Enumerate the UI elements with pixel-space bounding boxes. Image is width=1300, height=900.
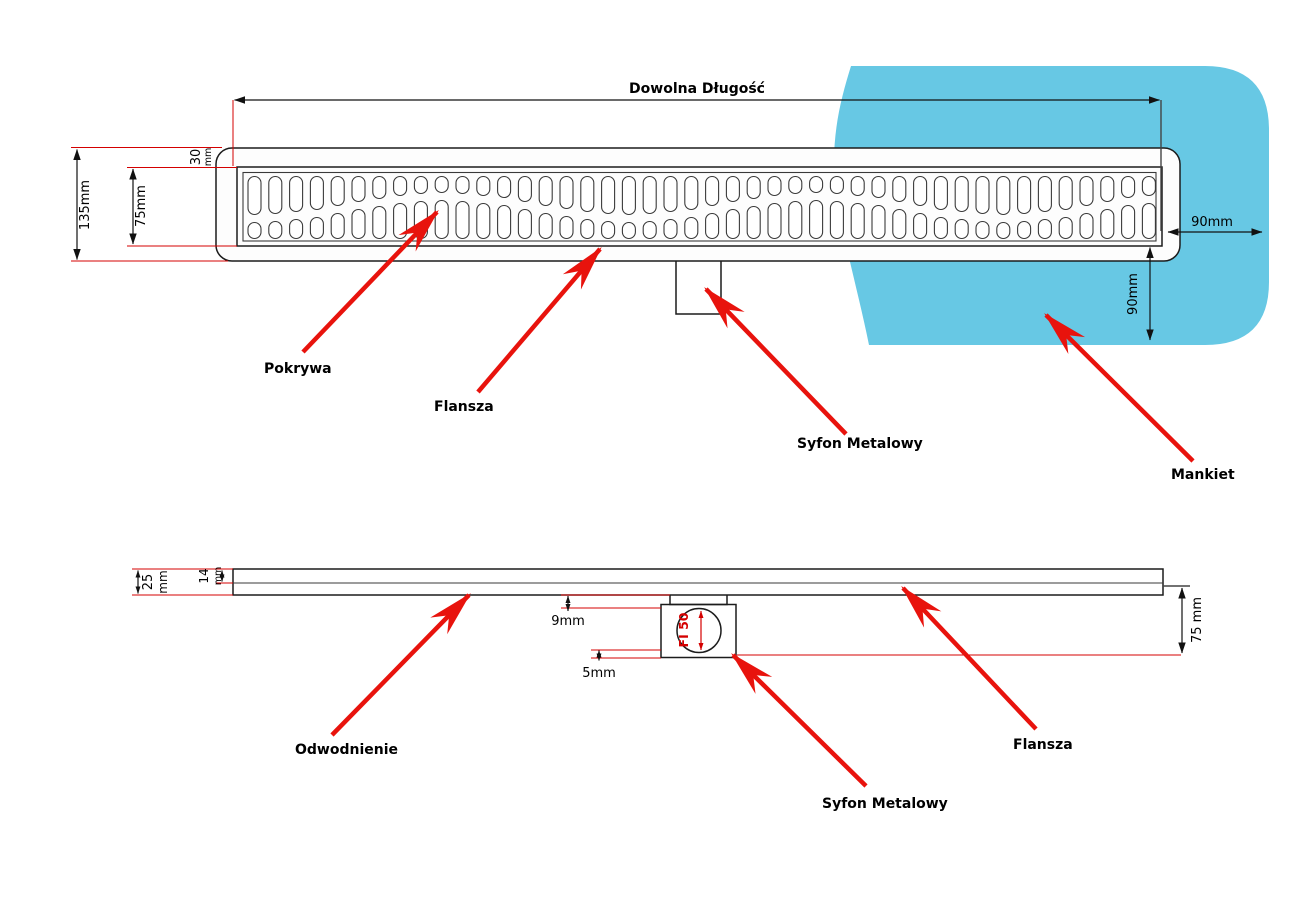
grate-slot xyxy=(456,177,469,194)
grate-slot xyxy=(830,177,843,194)
grate-slot xyxy=(581,177,594,212)
label-odwodnienie: Odwodnienie xyxy=(295,742,399,758)
grate-slot xyxy=(997,223,1010,239)
grate-slot xyxy=(1142,204,1155,239)
grate-slot xyxy=(373,207,386,239)
grate-slot xyxy=(248,223,261,239)
grate-slot xyxy=(789,177,802,194)
side-view xyxy=(132,567,1205,812)
label-syfon-top: Syfon Metalowy xyxy=(797,436,923,452)
grate-slot xyxy=(934,218,947,239)
label-mankiet: Mankiet xyxy=(1171,467,1235,483)
grate-slot xyxy=(498,177,511,198)
dim-90h-label: 90mm xyxy=(1191,215,1233,230)
grate-slot xyxy=(581,220,594,239)
grate-slot xyxy=(1038,220,1051,239)
dim-30-value: 30 xyxy=(189,148,204,166)
grate-slot xyxy=(310,177,323,210)
dim-75-label: 75mm xyxy=(134,185,149,227)
grate-slot xyxy=(768,204,781,239)
grate-slot xyxy=(851,177,864,196)
arrow-flansza-side xyxy=(903,588,1036,729)
dim-30-unit: mm xyxy=(203,147,214,167)
dim-5-label: 5mm xyxy=(582,666,616,681)
grate-slot xyxy=(1122,206,1135,239)
grate-slot xyxy=(976,222,989,239)
grate-slot xyxy=(851,204,864,239)
dim-25-unit: mm xyxy=(156,570,170,594)
grate-slot xyxy=(1101,177,1114,202)
grate-slot xyxy=(706,214,719,239)
grate-slot xyxy=(435,201,448,239)
dim-90v-label: 90mm xyxy=(1126,273,1141,315)
top-view xyxy=(71,66,1269,483)
grate-slot xyxy=(914,177,927,206)
grate-slot xyxy=(643,177,656,214)
dim-75b-label: 75 mm xyxy=(1190,596,1205,644)
label-flansza-top: Flansza xyxy=(434,399,494,415)
grate-slot xyxy=(331,214,344,239)
grate-slot xyxy=(893,210,906,239)
arrow-syfon-top xyxy=(706,289,846,434)
grate-slot xyxy=(394,177,407,196)
grate-slot xyxy=(539,177,552,206)
grate-slot xyxy=(290,220,303,239)
grate-slot xyxy=(1059,218,1072,239)
grate-slot xyxy=(664,220,677,239)
dim-length-label: Dowolna Długość xyxy=(629,81,765,97)
dim-25-value: 25 xyxy=(141,573,156,591)
grate-slot xyxy=(560,177,573,209)
grate-slot xyxy=(518,210,531,239)
grate-slot xyxy=(269,222,282,239)
grate-slot xyxy=(997,177,1010,215)
grate-slot xyxy=(477,204,490,239)
arrow-syfon-side xyxy=(733,655,866,786)
grate-slot xyxy=(726,210,739,239)
siphon-neck xyxy=(670,596,727,605)
siphon-pipe-top xyxy=(676,262,721,315)
grate-slot xyxy=(893,177,906,202)
grate-slot xyxy=(664,177,677,212)
grate-slot xyxy=(331,177,344,206)
grate-slot xyxy=(1122,177,1135,198)
grate-slot xyxy=(539,214,552,239)
grate-slot xyxy=(290,177,303,212)
profile-bar xyxy=(233,569,1163,595)
label-flansza-side: Flansza xyxy=(1013,737,1073,753)
label-syfon-side: Syfon Metalowy xyxy=(822,796,948,812)
grate-slot xyxy=(435,177,448,193)
grate-slot xyxy=(1018,177,1031,214)
grate-slot xyxy=(310,218,323,239)
siphon-body xyxy=(661,605,736,658)
grate-slot xyxy=(768,177,781,196)
grate-slot xyxy=(955,177,968,212)
grate-slot xyxy=(747,207,760,239)
grate-slot xyxy=(1080,177,1093,206)
grate-slot xyxy=(706,177,719,206)
grate-slot xyxy=(456,202,469,239)
grate-slot xyxy=(976,177,989,214)
grate-slot xyxy=(1018,222,1031,239)
grate-slot xyxy=(498,206,511,239)
grate-slot xyxy=(955,220,968,239)
grate-slot xyxy=(685,218,698,239)
grate-slot xyxy=(1038,177,1051,212)
grate-slot xyxy=(872,177,885,198)
dim-fi50-label: FI 50 xyxy=(676,612,691,648)
grate-slot xyxy=(248,177,261,215)
grate-slot xyxy=(747,177,760,199)
grate-slot xyxy=(394,204,407,239)
grate-slot xyxy=(352,210,365,239)
grate-slot xyxy=(643,222,656,239)
grate-slot xyxy=(789,202,802,239)
grate-slot xyxy=(726,177,739,202)
grate-slot xyxy=(269,177,282,214)
grate-slot xyxy=(560,217,573,239)
dim-14-unit: mm xyxy=(213,566,224,586)
grate-slot xyxy=(1142,177,1155,196)
grate-slot xyxy=(602,177,615,214)
label-pokrywa: Pokrywa xyxy=(264,361,332,377)
grate-slot xyxy=(622,223,635,239)
grate-slot xyxy=(1080,214,1093,239)
grate-slot xyxy=(810,177,823,193)
grate-slot xyxy=(810,201,823,239)
grate-slot xyxy=(622,177,635,215)
grate-slot xyxy=(352,177,365,202)
dim-9-label: 9mm xyxy=(551,614,585,629)
grate-slot xyxy=(414,177,427,194)
arrow-odwodnienie xyxy=(332,595,469,735)
arrow-flansza-top xyxy=(478,249,600,392)
grate-slot xyxy=(373,177,386,199)
grate-slot xyxy=(477,177,490,196)
grate-slot xyxy=(934,177,947,210)
grate-slot xyxy=(602,222,615,239)
dim-14-value: 14 xyxy=(197,568,211,584)
grate-slot xyxy=(914,214,927,239)
grate-slot xyxy=(830,202,843,239)
grate-slot xyxy=(1059,177,1072,210)
grate-slot xyxy=(685,177,698,210)
grate-slot xyxy=(518,177,531,202)
dim-135-label: 135mm xyxy=(78,179,93,231)
grate-slot xyxy=(1101,210,1114,239)
grate-slot xyxy=(872,206,885,239)
